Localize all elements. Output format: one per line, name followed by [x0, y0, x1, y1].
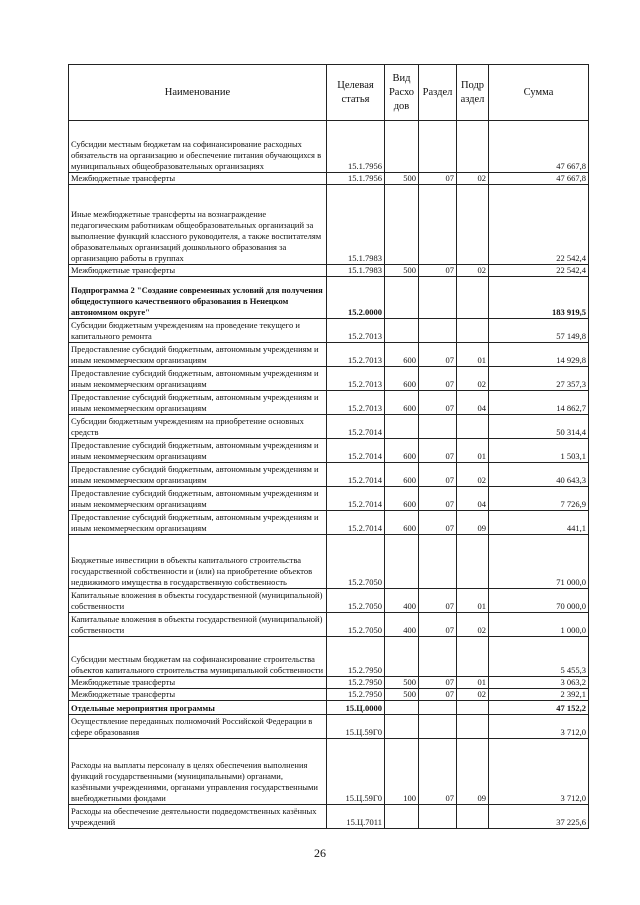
- cell-name: Межбюджетные трансферты: [69, 173, 327, 185]
- cell-name: Предоставление субсидий бюджетным, автономным учреждениям и иным некоммерческим организациям: [69, 367, 327, 391]
- cell-target-article: 15.2.7013: [327, 391, 385, 415]
- cell-name: Расходы на обеспечение деятельности подведомственных казённых учреждений: [69, 805, 327, 829]
- table-row: [69, 613, 589, 637]
- cell-expense-type: 600: [385, 511, 419, 535]
- cell-subsection: [457, 415, 489, 439]
- cell-section: [419, 701, 457, 715]
- cell-sum: 22 542,4: [489, 265, 589, 277]
- cell-target-article: 15.2.7050: [327, 535, 385, 589]
- header-name: Наименование: [69, 65, 327, 121]
- cell-name: Межбюджетные трансферты: [69, 677, 327, 689]
- cell-subsection: [457, 277, 489, 319]
- cell-target-article: 15.2.7950: [327, 677, 385, 689]
- header-subsection: Подр аздел: [457, 65, 489, 121]
- cell-sum: 1 000,0: [489, 613, 589, 637]
- table-row: [69, 463, 589, 487]
- cell-expense-type: [385, 185, 419, 265]
- cell-expense-type: [385, 637, 419, 677]
- cell-name: Предоставление субсидий бюджетным, автономным учреждениям и иным некоммерческим организациям: [69, 343, 327, 367]
- cell-section: 07: [419, 367, 457, 391]
- cell-expense-type: [385, 701, 419, 715]
- cell-section: 07: [419, 439, 457, 463]
- cell-sum: 40 643,3: [489, 463, 589, 487]
- cell-sum: 22 542,4: [489, 185, 589, 265]
- cell-name: Субсидии местным бюджетам на софинансирование расходных обязательств на организацию и обеспечение питания обучающихся в муниципальных общеобразовательных организациях: [69, 121, 327, 173]
- cell-subsection: 02: [457, 689, 489, 701]
- table-row: [69, 535, 589, 589]
- cell-target-article: 15.2.7014: [327, 511, 385, 535]
- cell-target-article: 15.1.7983: [327, 185, 385, 265]
- cell-sum: 50 314,4: [489, 415, 589, 439]
- cell-subsection: [457, 715, 489, 739]
- cell-target-article: 15.2.7014: [327, 415, 385, 439]
- cell-sum: 57 149,8: [489, 319, 589, 343]
- cell-subsection: 02: [457, 265, 489, 277]
- cell-subsection: 02: [457, 367, 489, 391]
- cell-name: Бюджетные инвестиции в объекты капитального строительства государственной собственности и (или) на приобретение объектов недвижимого имущества в государственную собственность: [69, 535, 327, 589]
- cell-target-article: 15.2.0000: [327, 277, 385, 319]
- cell-sum: 183 919,5: [489, 277, 589, 319]
- cell-target-article: 15.Ц.7011: [327, 805, 385, 829]
- cell-subsection: 04: [457, 487, 489, 511]
- cell-sum: 5 455,3: [489, 637, 589, 677]
- table-row: [69, 511, 589, 535]
- cell-section: [419, 277, 457, 319]
- table-row: [69, 343, 589, 367]
- cell-expense-type: 400: [385, 589, 419, 613]
- cell-name: Предоставление субсидий бюджетным, автономным учреждениям и иным некоммерческим организациям: [69, 463, 327, 487]
- cell-name: Межбюджетные трансферты: [69, 265, 327, 277]
- cell-expense-type: 500: [385, 265, 419, 277]
- cell-subsection: 09: [457, 511, 489, 535]
- cell-name: Предоставление субсидий бюджетным, автономным учреждениям и иным некоммерческим организациям: [69, 391, 327, 415]
- cell-subsection: [457, 319, 489, 343]
- cell-name: Предоставление субсидий бюджетным, автономным учреждениям и иным некоммерческим организациям: [69, 487, 327, 511]
- cell-expense-type: 600: [385, 439, 419, 463]
- cell-subsection: 01: [457, 343, 489, 367]
- cell-expense-type: [385, 535, 419, 589]
- cell-section: [419, 185, 457, 265]
- cell-name: Межбюджетные трансферты: [69, 689, 327, 701]
- cell-target-article: 15.2.7950: [327, 637, 385, 677]
- cell-section: 07: [419, 613, 457, 637]
- cell-name: Капитальные вложения в объекты государственной (муниципальной) собственности: [69, 589, 327, 613]
- cell-target-article: 15.2.7014: [327, 463, 385, 487]
- table-row: [69, 415, 589, 439]
- cell-name: Подпрограмма 2 "Создание современных условий для получения общедоступного качественного образования в Ненецком автономном округе": [69, 277, 327, 319]
- cell-section: [419, 535, 457, 589]
- cell-expense-type: 500: [385, 173, 419, 185]
- cell-sum: 1 503,1: [489, 439, 589, 463]
- table-row: [69, 677, 589, 689]
- cell-subsection: 01: [457, 589, 489, 613]
- cell-target-article: 15.2.7013: [327, 319, 385, 343]
- cell-expense-type: 600: [385, 391, 419, 415]
- table-row: [69, 805, 589, 829]
- cell-section: [419, 715, 457, 739]
- cell-expense-type: 600: [385, 463, 419, 487]
- cell-name: Субсидии бюджетным учреждениям на приобретение основных средств: [69, 415, 327, 439]
- cell-expense-type: 600: [385, 343, 419, 367]
- cell-section: 07: [419, 511, 457, 535]
- page-number: 26: [314, 846, 326, 860]
- cell-section: 07: [419, 677, 457, 689]
- cell-sum: 14 929,8: [489, 343, 589, 367]
- table-row: [69, 637, 589, 677]
- cell-expense-type: 500: [385, 677, 419, 689]
- cell-target-article: 15.1.7956: [327, 121, 385, 173]
- cell-name: Субсидии местным бюджетам на софинансирование строительства объектов капитального строительства муниципальной собственности: [69, 637, 327, 677]
- cell-subsection: 02: [457, 463, 489, 487]
- cell-subsection: 02: [457, 173, 489, 185]
- cell-subsection: 09: [457, 739, 489, 805]
- cell-sum: 71 000,0: [489, 535, 589, 589]
- cell-sum: 7 726,9: [489, 487, 589, 511]
- cell-expense-type: 400: [385, 613, 419, 637]
- table-row: [69, 715, 589, 739]
- table-row: [69, 439, 589, 463]
- cell-target-article: 15.2.7014: [327, 487, 385, 511]
- table-row: [69, 277, 589, 319]
- cell-target-article: 15.2.7950: [327, 689, 385, 701]
- table-row: [69, 185, 589, 265]
- cell-sum: 2 392,1: [489, 689, 589, 701]
- table-row: [69, 265, 589, 277]
- cell-section: 07: [419, 265, 457, 277]
- cell-expense-type: 100: [385, 739, 419, 805]
- cell-expense-type: 500: [385, 689, 419, 701]
- cell-sum: 441,1: [489, 511, 589, 535]
- cell-subsection: [457, 185, 489, 265]
- cell-subsection: [457, 701, 489, 715]
- cell-name: Предоставление субсидий бюджетным, автономным учреждениям и иным некоммерческим организациям: [69, 439, 327, 463]
- cell-sum: 47 667,8: [489, 121, 589, 173]
- cell-target-article: 15.2.7050: [327, 589, 385, 613]
- cell-subsection: 01: [457, 439, 489, 463]
- cell-expense-type: 600: [385, 487, 419, 511]
- cell-name: Субсидии бюджетным учреждениям на проведение текущего и капитального ремонта: [69, 319, 327, 343]
- cell-section: 07: [419, 173, 457, 185]
- cell-expense-type: [385, 277, 419, 319]
- cell-section: 07: [419, 689, 457, 701]
- cell-section: 07: [419, 739, 457, 805]
- cell-sum: 3 712,0: [489, 715, 589, 739]
- table-body: [69, 121, 589, 829]
- cell-sum: 37 225,6: [489, 805, 589, 829]
- cell-section: [419, 637, 457, 677]
- table-row: [69, 487, 589, 511]
- cell-expense-type: [385, 319, 419, 343]
- cell-sum: 3 712,0: [489, 739, 589, 805]
- cell-section: 07: [419, 391, 457, 415]
- cell-name: Иные межбюджетные трансферты на вознаграждение педагогическим работникам общеобразовательных организаций за выполнение функций классного руководителя, а также воспитателям образовательных организаций дошкольного образования за организацию работы в группах: [69, 185, 327, 265]
- cell-section: 07: [419, 487, 457, 511]
- cell-section: [419, 805, 457, 829]
- cell-expense-type: [385, 121, 419, 173]
- cell-name: Отдельные мероприятия программы: [69, 701, 327, 715]
- cell-subsection: 02: [457, 613, 489, 637]
- header-sum: Сумма: [489, 65, 589, 121]
- cell-name: Расходы на выплаты персоналу в целях обеспечения выполнения функций государственными (муниципальными) органами, казёнными учреждениями, органами управления государственными внебюджетными фондами: [69, 739, 327, 805]
- cell-name: Осуществление переданных полномочий Российской Федерации в сфере образования: [69, 715, 327, 739]
- cell-target-article: 15.Ц.59Г0: [327, 715, 385, 739]
- cell-sum: 70 000,0: [489, 589, 589, 613]
- cell-subsection: 01: [457, 677, 489, 689]
- cell-subsection: [457, 121, 489, 173]
- cell-sum: 47 152,2: [489, 701, 589, 715]
- table-row: [69, 319, 589, 343]
- table-row: [69, 689, 589, 701]
- table-row: [69, 367, 589, 391]
- cell-expense-type: [385, 715, 419, 739]
- cell-sum: 47 667,8: [489, 173, 589, 185]
- cell-section: [419, 121, 457, 173]
- cell-section: [419, 415, 457, 439]
- table-row: [69, 121, 589, 173]
- header-section: Раздел: [419, 65, 457, 121]
- table-row: [69, 173, 589, 185]
- table-row: [69, 391, 589, 415]
- budget-table: [68, 64, 589, 829]
- cell-sum: 14 862,7: [489, 391, 589, 415]
- table-header: [69, 65, 589, 121]
- cell-target-article: 15.2.7013: [327, 343, 385, 367]
- header-expense-type: Вид Расхо дов: [385, 65, 419, 121]
- cell-subsection: 04: [457, 391, 489, 415]
- cell-subsection: [457, 535, 489, 589]
- cell-target-article: 15.2.7050: [327, 613, 385, 637]
- table-row: [69, 701, 589, 715]
- cell-name: Капитальные вложения в объекты государственной (муниципальной) собственности: [69, 613, 327, 637]
- header-target-article: Целевая статья: [327, 65, 385, 121]
- cell-target-article: 15.1.7956: [327, 173, 385, 185]
- cell-target-article: 15.Ц.0000: [327, 701, 385, 715]
- cell-expense-type: [385, 805, 419, 829]
- cell-target-article: 15.Ц.59Г0: [327, 739, 385, 805]
- cell-target-article: 15.2.7014: [327, 439, 385, 463]
- cell-sum: 3 063,2: [489, 677, 589, 689]
- cell-expense-type: 600: [385, 367, 419, 391]
- table-row: [69, 739, 589, 805]
- cell-section: [419, 319, 457, 343]
- cell-expense-type: [385, 415, 419, 439]
- table-row: [69, 589, 589, 613]
- cell-section: 07: [419, 589, 457, 613]
- cell-sum: 27 357,3: [489, 367, 589, 391]
- cell-section: 07: [419, 463, 457, 487]
- cell-target-article: 15.1.7983: [327, 265, 385, 277]
- cell-name: Предоставление субсидий бюджетным, автономным учреждениям и иным некоммерческим организациям: [69, 511, 327, 535]
- cell-subsection: [457, 805, 489, 829]
- cell-section: 07: [419, 343, 457, 367]
- cell-subsection: [457, 637, 489, 677]
- cell-target-article: 15.2.7013: [327, 367, 385, 391]
